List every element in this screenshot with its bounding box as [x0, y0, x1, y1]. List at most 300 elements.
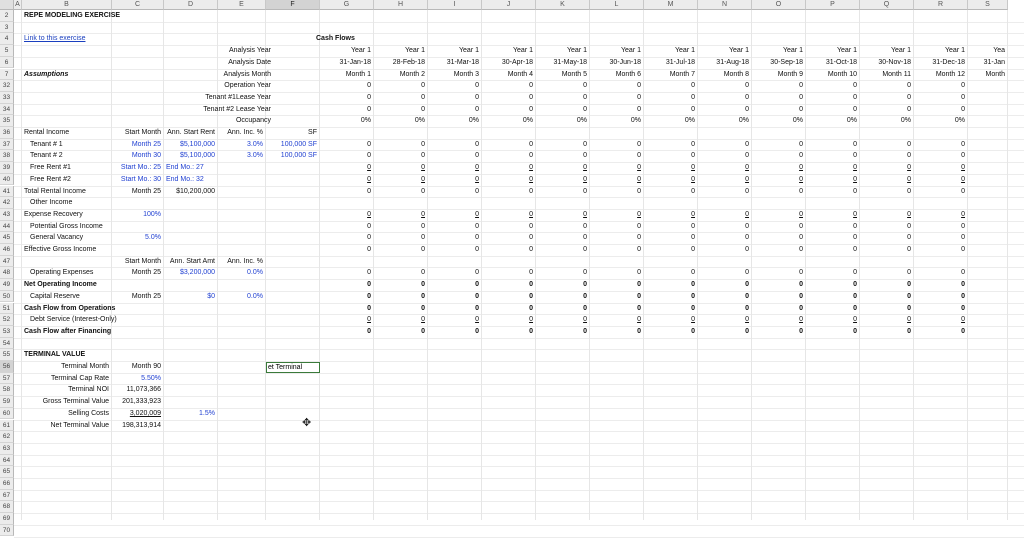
zero-cell: 0 — [367, 93, 371, 101]
cash-flow-cell: 0 — [637, 152, 641, 160]
cash-flow-cell: 0 — [745, 304, 749, 312]
row-header-45[interactable]: 45 — [0, 232, 14, 244]
analysis-month-cell: Month — [985, 70, 1005, 78]
cash-flow-cell: 0 — [961, 175, 965, 183]
row-gridline — [14, 338, 1024, 339]
analysis-date-cell: 31-Jan-18 — [339, 58, 371, 66]
opex-amt-header: Ann. Start Amt — [169, 257, 215, 265]
cash-flow-cell: 0 — [583, 281, 587, 289]
row-header-44[interactable]: 44 — [0, 221, 14, 233]
zero-cell: 0 — [529, 82, 533, 90]
row-header-64[interactable]: 64 — [0, 455, 14, 467]
cash-flow-cell: 0 — [583, 152, 587, 160]
row-gridline — [14, 33, 1024, 34]
cash-flow-cell: 0 — [745, 210, 749, 218]
terminal-heading: TERMINAL VALUE — [24, 351, 86, 359]
cash-flow-cell: 0 — [475, 175, 479, 183]
row-header-51[interactable]: 51 — [0, 303, 14, 315]
zero-cell: 0 — [961, 93, 965, 101]
cash-flow-cell: 0 — [367, 187, 371, 195]
analysis-month-cell: Month 9 — [777, 70, 803, 78]
zero-cell: 0 — [529, 93, 533, 101]
occupancy-cell: 0% — [738, 117, 749, 125]
cash-flow-cell: 0 — [961, 164, 965, 172]
analysis-year-cell: Year 1 — [891, 47, 911, 55]
row-header-37[interactable]: 37 — [0, 139, 14, 151]
cash-flow-cell: 0 — [475, 246, 479, 253]
cash-flow-cell: 0 — [961, 140, 965, 148]
row-header-2[interactable]: 2 — [0, 10, 14, 22]
cash-flow-cell: 0 — [421, 292, 425, 300]
row-header-54[interactable]: 54 — [0, 338, 14, 350]
column-gridline — [967, 10, 968, 520]
select-all-corner[interactable] — [0, 0, 14, 10]
row-header-50[interactable]: 50 — [0, 291, 14, 303]
row-header-4[interactable]: 4 — [0, 33, 14, 45]
total-rental-value: $10,200,000 — [176, 187, 215, 195]
zero-cell: 0 — [367, 105, 371, 113]
row-header-55[interactable]: 55 — [0, 349, 14, 361]
cash-flow-cell: 0 — [421, 304, 425, 312]
cash-flow-cell: 0 — [691, 234, 695, 242]
zero-cell: 0 — [907, 105, 911, 113]
cash-flow-cell: 0 — [637, 304, 641, 312]
column-header-n[interactable]: N — [698, 0, 752, 10]
cash-flow-cell: 0 — [745, 152, 749, 160]
cash-flow-cell: 0 — [907, 246, 911, 253]
selling-cost-pct[interactable]: 1.5% — [199, 409, 215, 417]
zero-cell: 0 — [907, 82, 911, 90]
cash-flow-cell: 0 — [853, 269, 857, 277]
cash-flow-cell: 0 — [853, 246, 857, 253]
tenant-2-label: Tenant # 2 — [30, 152, 63, 160]
row-header-35[interactable]: 35 — [0, 115, 14, 127]
timeline-label: Tenant #2 Lease Year — [203, 105, 271, 113]
cash-flow-cell: 0 — [637, 316, 641, 324]
analysis-date-cell: 31-Oct-18 — [825, 58, 857, 66]
occupancy-cell: 0% — [360, 117, 371, 125]
cash-flow-cell: 0 — [961, 246, 965, 253]
terminal-net-label: Net Terminal Value — [50, 421, 109, 429]
row-header-40[interactable]: 40 — [0, 174, 14, 186]
row-header-6[interactable]: 6 — [0, 57, 14, 69]
analysis-date-cell: 30-Sep-18 — [770, 58, 803, 66]
column-header-o[interactable]: O — [752, 0, 806, 10]
cash-flow-cell: 0 — [907, 316, 911, 324]
analysis-year-cell: Year 1 — [621, 47, 641, 55]
row-header-61[interactable]: 61 — [0, 420, 14, 432]
free-rent-1-start[interactable]: Start Mo.: 25 — [120, 164, 161, 172]
cash-flow-cell: 0 — [799, 234, 803, 242]
cash-flow-cell: 0 — [799, 327, 803, 335]
column-header-b[interactable]: B — [22, 0, 112, 10]
row-header-41[interactable]: 41 — [0, 186, 14, 198]
column-header-e[interactable]: E — [218, 0, 266, 10]
cash-flow-cell: 0 — [691, 292, 695, 300]
zero-cell: 0 — [799, 105, 803, 113]
tenant-2-sf[interactable]: 100,000 SF — [280, 152, 317, 160]
cash-flow-cell: 0 — [583, 187, 587, 195]
total-rental-start: Month 25 — [131, 187, 161, 195]
analysis-month-cell: Month 11 — [882, 70, 911, 78]
cash-flow-cell: 0 — [583, 316, 587, 324]
analysis-month-cell: Month 4 — [507, 70, 533, 78]
column-header-g[interactable]: G — [320, 0, 374, 10]
zero-cell: 0 — [961, 105, 965, 113]
cash-flow-cell: 0 — [961, 234, 965, 242]
active-cell-f56[interactable]: et Terminal — [266, 362, 320, 373]
cash-flow-cell: 0 — [421, 327, 425, 335]
zero-cell: 0 — [853, 82, 857, 90]
cash-flow-cell: 0 — [367, 164, 371, 172]
analysis-month-cell: Month 3 — [453, 70, 479, 78]
cash-flow-cell: 0 — [799, 292, 803, 300]
column-header-h[interactable]: H — [374, 0, 428, 10]
cash-flow-cell: 0 — [529, 269, 533, 277]
row-header-62[interactable]: 62 — [0, 431, 14, 443]
row-header-66[interactable]: 66 — [0, 478, 14, 490]
rental-income-label: Rental Income — [24, 129, 70, 136]
cash-flow-cell: 0 — [529, 164, 533, 172]
zero-cell: 0 — [583, 93, 587, 101]
cash-flow-cell: 0 — [421, 316, 425, 324]
zero-cell: 0 — [583, 105, 587, 113]
capital-reserve-label: Capital Reserve — [30, 292, 80, 300]
row-header-68[interactable]: 68 — [0, 501, 14, 513]
cash-flow-cell: 0 — [961, 327, 965, 335]
row-gridline — [14, 373, 1024, 374]
cash-flow-cell: 0 — [421, 187, 425, 195]
analysis-date-cell: 30-Apr-18 — [501, 58, 533, 66]
row-header-48[interactable]: 48 — [0, 267, 14, 279]
zero-cell: 0 — [853, 105, 857, 113]
column-header-r[interactable]: R — [914, 0, 968, 10]
row-gridline — [14, 22, 1024, 23]
zero-cell: 0 — [799, 82, 803, 90]
cash-flow-cell: 0 — [691, 281, 695, 289]
analysis-month-cell: Month 7 — [669, 70, 695, 78]
row-header-43[interactable]: 43 — [0, 209, 14, 221]
cash-flow-cell: 0 — [421, 140, 425, 148]
column-header-s[interactable]: S — [968, 0, 1008, 10]
row-header-58[interactable]: 58 — [0, 384, 14, 396]
tenant-1-increase[interactable]: 3.0% — [247, 140, 263, 148]
cash-flow-cell: 0 — [961, 210, 965, 218]
cash-flow-cell: 0 — [637, 281, 641, 289]
free-rent-2-start[interactable]: Start Mo.: 30 — [120, 175, 161, 183]
occupancy-cell: 0% — [522, 117, 533, 125]
cash-flow-cell: 0 — [529, 304, 533, 312]
cash-flow-cell: 0 — [421, 164, 425, 172]
cash-flow-cell: 0 — [799, 140, 803, 148]
cash-flow-cell: 0 — [745, 140, 749, 148]
row-header-65[interactable]: 65 — [0, 466, 14, 478]
column-header-p[interactable]: P — [806, 0, 860, 10]
cash-flow-cell: 0 — [799, 304, 803, 312]
zero-cell: 0 — [637, 82, 641, 90]
row-header-5[interactable]: 5 — [0, 45, 14, 57]
cash-flows-heading: Cash Flows — [316, 35, 355, 43]
cash-flow-cell: 0 — [529, 246, 533, 253]
cash-flow-cell: 0 — [907, 222, 911, 230]
cash-flow-cell: 0 — [583, 292, 587, 300]
zero-cell: 0 — [529, 105, 533, 113]
cash-flow-cell: 0 — [421, 246, 425, 253]
cash-flow-cell: 0 — [907, 292, 911, 300]
expense-recovery-value[interactable]: 100% — [143, 210, 161, 218]
column-header-k[interactable]: K — [536, 0, 590, 10]
opex-increase[interactable]: 0.0% — [247, 269, 263, 277]
tenant-1-sf[interactable]: 100,000 SF — [280, 140, 317, 148]
cash-flow-cell: 0 — [637, 234, 641, 242]
cash-flow-cell: 0 — [475, 281, 479, 289]
cash-flow-cell: 0 — [421, 175, 425, 183]
occupancy-cell: 0% — [468, 117, 479, 125]
cash-flow-cell: 0 — [691, 222, 695, 230]
other-income-label: Other Income — [30, 199, 73, 207]
cash-flow-cell: 0 — [421, 281, 425, 289]
row-header-33[interactable]: 33 — [0, 92, 14, 104]
analysis-date-cell: 30-Nov-18 — [878, 58, 911, 66]
row-header-3[interactable]: 3 — [0, 22, 14, 34]
analysis-date-cell: 31-Jan — [983, 58, 1005, 66]
row-header-47[interactable]: 47 — [0, 256, 14, 268]
free-rent-1-end[interactable]: End Mo.: 27 — [166, 164, 204, 172]
analysis-year-cell: Year 1 — [729, 47, 749, 55]
row-header-42[interactable]: 42 — [0, 197, 14, 209]
cash-flow-cell: 0 — [853, 152, 857, 160]
row-header-57[interactable]: 57 — [0, 373, 14, 385]
cash-flow-cell: 0 — [907, 187, 911, 195]
column-header-i[interactable]: I — [428, 0, 482, 10]
zero-cell: 0 — [637, 105, 641, 113]
row-header-69[interactable]: 69 — [0, 513, 14, 525]
cash-flow-cell: 0 — [367, 269, 371, 277]
row-header-53[interactable]: 53 — [0, 326, 14, 338]
sf-header: SF — [308, 129, 317, 136]
cash-flow-cell: 0 — [907, 210, 911, 218]
free-rent-1-label: Free Rent #1 — [30, 164, 71, 172]
exercise-link[interactable]: Link to this exercise — [24, 35, 86, 43]
capital-reserve-start: Month 25 — [131, 292, 161, 300]
analysis-year-cell: Year 1 — [513, 47, 533, 55]
row-gridline — [14, 478, 1024, 479]
cash-flow-cell: 0 — [907, 164, 911, 172]
row-header-7[interactable]: 7 — [0, 69, 14, 81]
cash-flow-cell: 0 — [907, 281, 911, 289]
cash-flow-cell: 0 — [961, 304, 965, 312]
cash-flow-cell: 0 — [475, 140, 479, 148]
row-header-32[interactable]: 32 — [0, 80, 14, 92]
cash-flow-cell: 0 — [475, 222, 479, 230]
cash-flow-cell: 0 — [745, 327, 749, 335]
column-header-a[interactable]: A — [14, 0, 22, 10]
analysis-date-cell: 28-Feb-18 — [392, 58, 425, 66]
analysis-date-cell: 31-Jul-18 — [665, 58, 695, 66]
cash-flow-cell: 0 — [367, 316, 371, 324]
cash-flow-cell: 0 — [961, 269, 965, 277]
analysis-date-cell: 31-Aug-18 — [716, 58, 749, 66]
cash-flow-cell: 0 — [637, 292, 641, 300]
total-rental-label: Total Rental Income — [24, 187, 86, 195]
cash-flow-cell: 0 — [529, 327, 533, 335]
row-gridline — [14, 513, 1024, 514]
terminal-cap-label: Terminal Cap Rate — [51, 374, 109, 382]
row-header-59[interactable]: 59 — [0, 396, 14, 408]
tenant-2-increase[interactable]: 3.0% — [247, 152, 263, 160]
opex-amount[interactable]: $3,200,000 — [179, 269, 215, 277]
cash-flow-cell: 0 — [853, 281, 857, 289]
cf-ops-label: Cash Flow from Operations — [24, 304, 116, 312]
row-header-56[interactable]: 56 — [0, 361, 14, 373]
cash-flow-cell: 0 — [529, 292, 533, 300]
zero-cell: 0 — [799, 93, 803, 101]
occupancy-cell: 0% — [576, 117, 587, 125]
row-header-52[interactable]: 52 — [0, 314, 14, 326]
cash-flow-cell: 0 — [853, 187, 857, 195]
row-header-49[interactable]: 49 — [0, 279, 14, 291]
column-header-f[interactable]: F — [266, 0, 320, 10]
row-gridline — [14, 349, 1024, 350]
zero-cell: 0 — [691, 93, 695, 101]
cash-flow-cell: 0 — [475, 269, 479, 277]
tenant-2-start[interactable]: Month 30 — [131, 152, 161, 160]
column-header-q[interactable]: Q — [860, 0, 914, 10]
timeline-label: Occupancy — [235, 117, 271, 125]
cash-flow-cell: 0 — [961, 152, 965, 160]
analysis-year-cell: Year 1 — [351, 47, 371, 55]
zero-cell: 0 — [961, 82, 965, 90]
analysis-date-cell: 31-Mar-18 — [446, 58, 479, 66]
cash-flow-cell: 0 — [583, 327, 587, 335]
column-header-d[interactable]: D — [164, 0, 218, 10]
cash-flow-cell: 0 — [529, 175, 533, 183]
terminal-noi-value: 11,073,366 — [126, 386, 161, 394]
analysis-year-cell: Year 1 — [837, 47, 857, 55]
cash-flow-cell: 0 — [583, 246, 587, 253]
cash-flow-cell: 0 — [367, 246, 371, 253]
analysis-year-cell: Year 1 — [459, 47, 479, 55]
row-header-36[interactable]: 36 — [0, 127, 14, 139]
cash-flow-cell: 0 — [799, 222, 803, 230]
cf-financing-label: Cash Flow after Financing — [24, 327, 112, 335]
cash-flow-cell: 0 — [961, 222, 965, 230]
cash-flow-cell: 0 — [961, 316, 965, 324]
cash-flow-cell: 0 — [691, 269, 695, 277]
zero-cell: 0 — [637, 93, 641, 101]
cash-flow-cell: 0 — [637, 187, 641, 195]
row-gridline — [14, 431, 1024, 432]
cash-flow-cell: 0 — [691, 316, 695, 324]
cash-flow-cell: 0 — [907, 234, 911, 242]
cash-flow-cell: 0 — [907, 140, 911, 148]
analysis-year-cell: Year 1 — [675, 47, 695, 55]
cash-flow-cell: 0 — [583, 175, 587, 183]
analysis-month-cell: Month 2 — [399, 70, 425, 78]
row-header-60[interactable]: 60 — [0, 408, 14, 420]
row-header-67[interactable]: 67 — [0, 490, 14, 502]
timeline-label: Analysis Year — [228, 47, 271, 55]
row-header-63[interactable]: 63 — [0, 443, 14, 455]
analysis-month-cell: Month 1 — [345, 70, 371, 78]
cash-flow-cell: 0 — [853, 175, 857, 183]
noi-label: Net Operating Income — [24, 281, 97, 289]
row-header-46[interactable]: 46 — [0, 244, 14, 256]
cash-flow-cell: 0 — [907, 175, 911, 183]
row-gridline — [14, 384, 1024, 385]
terminal-gross-value: 201,333,923 — [122, 398, 161, 406]
debt-service-label: Debt Service (Interest-Only) — [30, 316, 117, 324]
cash-flow-cell: 0 — [421, 234, 425, 242]
cash-flow-cell: 0 — [367, 210, 371, 218]
zero-cell: 0 — [745, 93, 749, 101]
cash-flow-cell: 0 — [691, 152, 695, 160]
occupancy-cell: 0% — [954, 117, 965, 125]
zero-cell: 0 — [421, 93, 425, 101]
row-header-70[interactable]: 70 — [0, 525, 14, 537]
cash-flow-cell: 0 — [637, 140, 641, 148]
occupancy-cell: 0% — [684, 117, 695, 125]
analysis-month-cell: Month 12 — [935, 70, 965, 78]
general-vacancy-value[interactable]: 5.0% — [145, 234, 161, 242]
cash-flow-cell: 0 — [907, 269, 911, 277]
cash-flow-cell: 0 — [529, 210, 533, 218]
analysis-date-cell: 30-Jun-18 — [609, 58, 641, 66]
cash-flow-cell: 0 — [961, 187, 965, 195]
occupancy-cell: 0% — [630, 117, 641, 125]
cash-flow-cell: 0 — [745, 164, 749, 172]
zero-cell: 0 — [367, 82, 371, 90]
terminal-cap-value: 5.50% — [141, 374, 161, 382]
tenant-2-rent[interactable]: $5,100,000 — [179, 152, 215, 160]
column-header-j[interactable]: J — [482, 0, 536, 10]
occupancy-cell: 0% — [414, 117, 425, 125]
zero-cell: 0 — [475, 93, 479, 101]
capital-reserve-increase[interactable]: 0.0% — [247, 292, 263, 300]
cash-flow-cell: 0 — [637, 269, 641, 277]
cash-flow-cell: 0 — [475, 234, 479, 242]
opex-label: Operating Expenses — [30, 269, 94, 277]
cash-flow-cell: 0 — [691, 175, 695, 183]
analysis-month-cell: Month 5 — [561, 70, 587, 78]
row-header-39[interactable]: 39 — [0, 162, 14, 174]
zero-cell: 0 — [475, 82, 479, 90]
cash-flow-cell: 0 — [367, 304, 371, 312]
cash-flow-cell: 0 — [367, 140, 371, 148]
capital-reserve-amount[interactable]: $0 — [207, 292, 215, 300]
cash-flow-cell: 0 — [367, 327, 371, 335]
cash-flow-cell: 0 — [529, 234, 533, 242]
cash-flow-cell: 0 — [583, 210, 587, 218]
tenant-1-start[interactable]: Month 25 — [131, 140, 161, 148]
column-header-c[interactable]: C — [112, 0, 164, 10]
timeline-label: Tenant #1Lease Year — [205, 93, 271, 101]
row-header-34[interactable]: 34 — [0, 104, 14, 116]
cash-flow-cell: 0 — [745, 175, 749, 183]
zero-cell: 0 — [745, 105, 749, 113]
timeline-label: Analysis Month — [223, 70, 271, 78]
cash-flow-cell: 0 — [475, 187, 479, 195]
free-rent-2-end[interactable]: End Mo.: 32 — [166, 175, 204, 183]
tenant-1-rent[interactable]: $5,100,000 — [179, 140, 215, 148]
cash-flow-cell: 0 — [367, 222, 371, 230]
cash-flow-cell: 0 — [745, 281, 749, 289]
column-header-m[interactable]: M — [644, 0, 698, 10]
terminal-month-label: Terminal Month — [61, 363, 109, 370]
row-header-38[interactable]: 38 — [0, 150, 14, 162]
column-header-l[interactable]: L — [590, 0, 644, 10]
cash-flow-cell: 0 — [367, 292, 371, 300]
